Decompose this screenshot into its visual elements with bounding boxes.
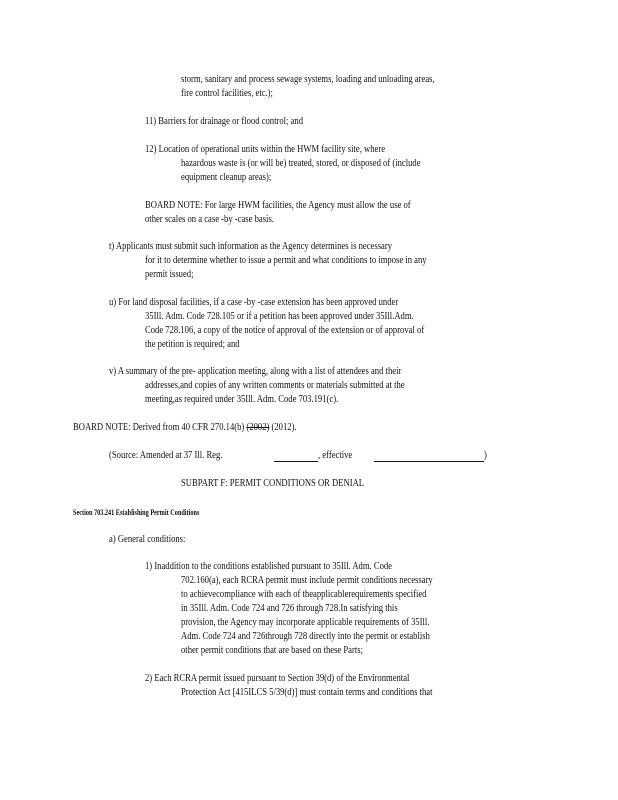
text-line: meeting,as required under 35Ill. Adm. Code 703.191(c). xyxy=(145,394,339,405)
board-note-derived xyxy=(73,421,297,435)
text-line: other scales on a case -by -case basis. xyxy=(145,214,274,225)
text-line: storm, sanitary and process sewage systems, loading and unloading areas, xyxy=(181,74,435,85)
item-a: a) General conditions: xyxy=(109,534,186,545)
text-line: provision, the Agency may incorporate applicable requirements of 35Ill. xyxy=(181,617,430,628)
text-line: the petition is required; and xyxy=(145,339,240,350)
text-line: in 35Ill. Adm. Code 724 and 726 through 728.In satisfying this xyxy=(181,603,398,614)
source-note: (Source: Amended at 37 Ill. Reg. xyxy=(109,450,223,461)
text-line: Code 728.106, a copy of the notice of approval of the extension or of approval of xyxy=(145,325,425,336)
text-line: fire control facilities, etc.); xyxy=(181,88,273,99)
source-effective: , effective xyxy=(318,450,353,461)
text-line: equipment cleanup areas); xyxy=(181,172,272,183)
item-v: v) A summary of the pre- application meeting, along with a list of attendees and their xyxy=(109,366,402,377)
board-note: BOARD NOTE: For large HWM facilities, the Agency must allow the use of xyxy=(145,200,411,211)
item-t: t) Applicants must submit such information as the Agency determines is necessary xyxy=(109,241,393,252)
text-line: 702.160(a), each RCRA permit must include permit conditions necessary xyxy=(181,575,433,586)
section-heading: Section 703.241 Establishing Permit Conditions xyxy=(73,508,200,517)
subpart-heading: SUBPART F: PERMIT CONDITIONS OR DENIAL xyxy=(181,478,365,489)
list-item-11: 11) Barriers for drainage or flood control; and xyxy=(145,116,304,127)
text-line: to achievecompliance with each of theapplicablerequirements specified xyxy=(181,589,427,600)
board-note-text: BOARD NOTE: Derived from 40 CFR 270.14(b) xyxy=(73,422,245,433)
text-line: for it to determine whether to issue a permit and what conditions to impose in any xyxy=(145,255,427,266)
text-line: Adm. Code 724 and 726through 728 directly into the permit or establish xyxy=(181,631,430,642)
list-item-12: 12) Location of operational units within the HWM facility site, where xyxy=(145,144,386,155)
board-note-year: (2012). xyxy=(269,422,297,433)
text-line: addresses,and copies of any written comments or materials submitted at the xyxy=(145,380,405,391)
source-close: ) xyxy=(484,450,487,461)
text-line: hazardous waste is (or will be) treated, stored, or disposed of (include xyxy=(181,158,421,169)
item-2: 2) Each RCRA permit issued pursuant to Section 39(d) of the Environmental xyxy=(145,673,410,684)
item-u: u) For land disposal facilities, if a case -by -case extension has been approved under xyxy=(109,297,399,308)
blank-register-line xyxy=(274,461,318,462)
blank-effective-line xyxy=(374,461,484,462)
struck-text: (2002) xyxy=(246,422,270,433)
text-line: 35Ill. Adm. Code 728.105 or if a petition has been approved under 35Ill.Adm. xyxy=(145,311,414,322)
text-line: Protection Act [415ILCS 5/39(d)] must contain terms and conditions that xyxy=(181,687,433,698)
item-1: 1) Inaddition to the conditions established pursuant to 35Ill. Adm. Code xyxy=(145,561,392,572)
text-line: other permit conditions that are based on these Parts; xyxy=(181,645,363,656)
text-line: permit issued; xyxy=(145,269,194,280)
